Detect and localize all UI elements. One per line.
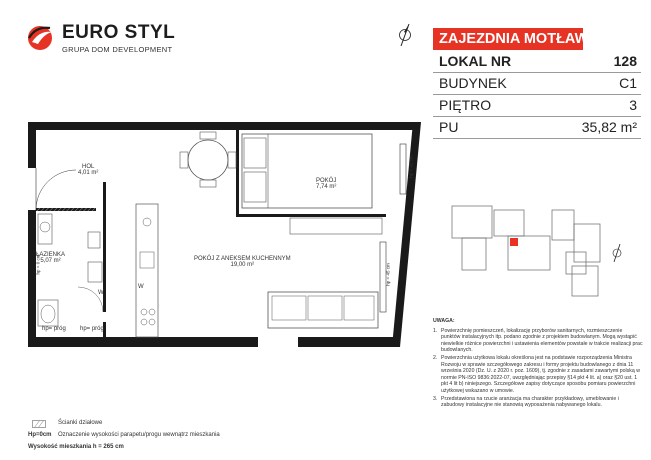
info-row-pietro [433, 94, 641, 117]
note-number: 3. [433, 395, 438, 402]
floor-plan-drawing [28, 122, 428, 347]
hatch-swatch-icon [32, 420, 46, 428]
plan-mark-prog1: hp= próg [42, 326, 66, 332]
info-row-lokal [433, 50, 641, 73]
info-label: LOKAL NR [439, 53, 512, 69]
info-row-budynek [433, 72, 641, 95]
info-label: BUDYNEK [439, 75, 507, 91]
logo-tagline: GRUPA DOM DEVELOPMENT [62, 45, 173, 54]
logo-name: EURO STYL [62, 22, 176, 43]
legend-hp-abbr [28, 432, 52, 438]
note-text: Przedstawiona na rzucie aranżacja ma charakter przykładowy, umeblowanie i zabudowy instalacyjne nie stanowią wyposażenia nabywanego lokalu. [441, 395, 619, 409]
legend-hp-desc: Oznaczenie wysokości parapetu/progu wewnątrz mieszkania [58, 432, 220, 438]
legend-height-text: Wysokość mieszkania h = 265 cm [28, 444, 124, 450]
room-area: 7,74 m² [316, 184, 337, 190]
notes-header: UWAGA: [433, 318, 455, 324]
legend-hp-code: Hp=0cm [28, 432, 52, 438]
note-text: Powierzchnia użytkowa lokalu określona jest na podstawie rozporządzenia Ministra Rozwoju w sprawie szczegółowego zakresu i formy projektu budowlanego z dnia 11 września 2020 (Dz. U. z 2020 r. poz. 1609), tj. zgodnie z zasadami zawartymi polską w normie PN-ISO 9836:2022-07, uwzględniając przepisy §14 pkt 4 lit. a) oraz §20 ust. 1 pkt 4 lit b) niniejszego. Szczegółowe zapisy dotyczące sposobu pomiaru powierzchni użytkowej wskazano w umowie. [441, 354, 640, 394]
info-label: PU [439, 119, 459, 135]
plan-mark-w2: W [138, 284, 144, 290]
room-area: 19,00 m² [230, 262, 255, 268]
project-title: ZAJEZDNIA MOTŁAWA [433, 28, 583, 50]
plan-mark-w1: W [98, 290, 104, 296]
notes [433, 318, 643, 410]
note-item [433, 396, 643, 409]
plan-mark-hp-right2: hp = 45 cm [385, 263, 391, 286]
note-number: 2. [433, 354, 438, 361]
floor-plan [28, 122, 428, 347]
room-label-hol [78, 164, 98, 176]
logo-mark-icon [26, 22, 56, 54]
info-value: 35,82 m² [581, 119, 637, 135]
note-item [433, 355, 643, 395]
note-text: Powierzchnię pomieszczeń, lokalizację przyborów sanitarnych, rozmieszczenie punktów instalacyjnych itp. podano zgodnie z projektem budowlanym. Mogą wystąpić niewielkie różnice powierzchni i ustawienia elementów powstałe w trakcie realizacji prac budowlanych. [441, 327, 643, 354]
plan-mark-prog2: hp= próg [80, 326, 104, 332]
plan-mark-hp-left: hp = 0 cm [35, 254, 41, 275]
room-label-pokoj [316, 178, 336, 190]
note-item [433, 328, 643, 354]
room-label-salon [194, 256, 291, 268]
info-value: 128 [613, 53, 637, 69]
room-name: POKÓJ [316, 178, 337, 184]
info-value: 3 [629, 97, 637, 113]
room-name: POKÓJ Z ANEKSEM KUCHENNYM [194, 256, 291, 262]
info-value: C1 [619, 75, 637, 91]
legend-walls: Ścianki działowe [58, 420, 103, 426]
room-area: 4,01 m² [78, 170, 99, 176]
legend-height [28, 444, 124, 450]
building-key-plan [448, 196, 643, 306]
room-area: 5,07 m² [40, 258, 61, 264]
plan-mark-hp-right1: hp = 45 cm [408, 155, 414, 178]
info-row-pu [433, 116, 641, 139]
room-name: HOL [82, 164, 95, 170]
room-name: ŁAZIENKA [36, 252, 66, 258]
logo [26, 22, 176, 56]
compass-icon [395, 22, 415, 48]
info-label: PIĘTRO [439, 97, 492, 113]
note-number: 1. [433, 327, 438, 334]
